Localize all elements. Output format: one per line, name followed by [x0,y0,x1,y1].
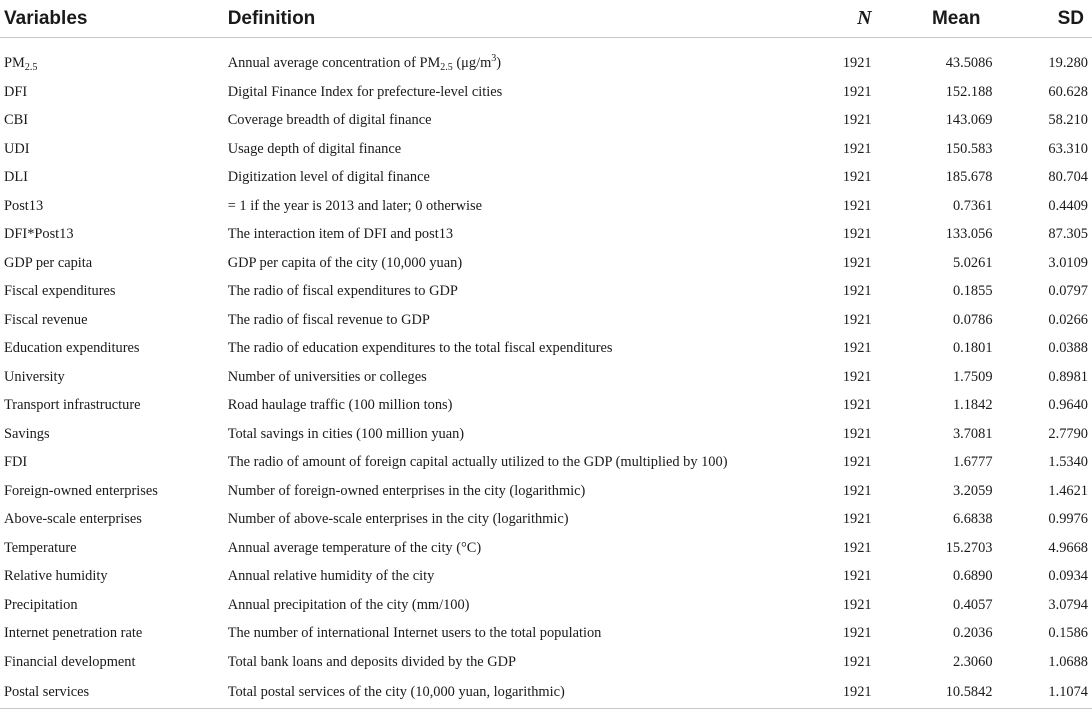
cell-sd: 0.0388 [1048,340,1088,357]
cell-n: 1921 [842,140,872,157]
cell-variable: FDI [4,454,28,471]
cell-variable: Precipitation [4,596,78,613]
cell-definition: Annual relative humidity of the city [227,568,435,585]
cell-sd: 58.210 [1048,112,1088,129]
cell-definition: Number of foreign-owned enterprises in the city (logarithmic) [227,482,586,499]
header-variables: Variables [0,0,224,38]
cell-mean: 185.678 [945,169,993,186]
cell-definition: The radio of fiscal expenditures to GDP [227,283,458,300]
cell-sd: 1.0688 [1048,653,1088,670]
cell-sd: 2.7790 [1048,425,1088,442]
definition-subscript: 2.5 [440,61,453,73]
cell-n: 1921 [842,454,872,471]
cell-sd: 0.0266 [1048,311,1088,328]
table-row [0,221,1092,250]
table-row [0,363,1092,392]
cell-definition: Digitization level of digital finance [227,169,430,186]
cell-definition: Total savings in cities (100 million yuan) [227,425,465,442]
cell-n: 1921 [842,197,872,214]
table-row [0,506,1092,535]
cell-mean: 0.6890 [952,568,993,585]
cell-definition: Digital Finance Index for prefecture-level cities [227,83,503,100]
cell-mean: 5.0261 [952,254,993,271]
cell-n: 1921 [842,169,872,186]
definition-text: Annual average concentration of PM [227,54,441,71]
cell-n: 1921 [842,54,872,71]
cell-variable: Postal services [0,677,224,709]
cell-variable: Foreign-owned enterprises [4,482,158,499]
table-row [0,420,1092,449]
cell-mean: 10.5842 [872,677,993,709]
cell-n: 1921 [842,425,872,442]
cell-definition: The radio of fiscal revenue to GDP [227,311,430,328]
cell-variable: Transport infrastructure [4,397,141,414]
cell-sd: 0.4409 [1048,197,1088,214]
cell-sd: 3.0109 [1048,254,1088,271]
table-row [0,648,1092,677]
cell-mean: 152.188 [945,83,993,100]
cell-mean: 0.7361 [952,197,993,214]
table-row [0,677,1092,709]
cell-variable: Education expenditures [4,340,140,357]
cell-sd: 1.5340 [1048,454,1088,471]
cell-variable: CBI [4,112,28,129]
cell-variable: Relative humidity [4,568,108,585]
cell-sd: 3.0794 [1048,596,1088,613]
cell-n: 1921 [842,568,872,585]
cell-variable: DFI*Post13 [4,226,74,243]
cell-mean: 0.2036 [952,625,993,642]
cell-mean: 133.056 [945,226,993,243]
cell-mean: 1.6777 [952,454,993,471]
cell-n: 1921 [842,368,872,385]
cell-sd: 0.0934 [1048,568,1088,585]
header-n: N [781,0,872,38]
cell-mean: 6.6838 [952,511,993,528]
table-row [0,534,1092,563]
header-row [0,0,1092,38]
table-body [0,38,1092,709]
cell-n: 1921 [842,83,872,100]
cell-definition: Number of above-scale enterprises in the city (logarithmic) [227,511,569,528]
cell-definition: The interaction item of DFI and post13 [227,226,454,243]
definition-unit-close: ) [496,54,502,71]
cell-mean: 43.5086 [945,54,993,71]
table-row [0,192,1092,221]
cell-n: 1921 [781,677,872,709]
definition-unit: (μg/m [452,54,492,71]
cell-n: 1921 [842,482,872,499]
cell-variable: Internet penetration rate [4,625,143,642]
variable-name: PM [4,54,25,71]
cell-variable: Fiscal revenue [4,311,88,328]
cell-sd: 0.9976 [1048,511,1088,528]
table-row [0,278,1092,307]
cell-sd: 4.9668 [1048,539,1088,556]
cell-definition: GDP per capita of the city (10,000 yuan) [227,254,463,271]
cell-variable: Fiscal expenditures [4,283,116,300]
cell-n: 1921 [842,226,872,243]
table-header [0,0,1092,38]
cell-sd: 60.628 [1048,83,1088,100]
cell-definition: The radio of education expenditures to the total fiscal expenditures [227,340,613,357]
table-row [0,78,1092,107]
cell-definition: The number of international Internet users to the total population [227,625,602,642]
cell-variable: GDP per capita [4,254,93,271]
cell-sd: 0.0797 [1048,283,1088,300]
table-row [0,306,1092,335]
cell-sd: 1.1074 [993,677,1092,709]
cell-mean: 0.1855 [952,283,993,300]
header-definition: Definition [224,0,781,38]
table-row [0,135,1092,164]
cell-variable: Temperature [4,539,77,556]
variable-subscript: 2.5 [24,61,38,73]
cell-n: 1921 [842,311,872,328]
cell-mean: 0.0786 [952,311,993,328]
cell-definition: = 1 if the year is 2013 and later; 0 otherwise [227,197,482,214]
cell-mean: 150.583 [945,140,993,157]
cell-definition: Coverage breadth of digital finance [227,112,432,129]
cell-n: 1921 [842,539,872,556]
cell-mean: 1.7509 [952,368,993,385]
cell-mean: 0.1801 [952,340,993,357]
cell-variable: DFI [4,83,28,100]
cell-variable [0,38,224,79]
cell-variable: Post13 [4,197,44,214]
cell-n: 1921 [842,340,872,357]
cell-n: 1921 [842,283,872,300]
table-row [0,38,1092,79]
cell-variable: Savings [4,425,50,442]
cell-n: 1921 [842,596,872,613]
definition-superscript: 3 [491,52,497,64]
cell-sd: 0.9640 [1048,397,1088,414]
header-sd: SD [993,0,1092,38]
cell-sd: 19.280 [1048,54,1088,71]
cell-definition [224,38,781,79]
cell-sd: 63.310 [1048,140,1088,157]
cell-mean: 0.4057 [952,596,993,613]
table-row [0,620,1092,649]
table-row [0,563,1092,592]
cell-variable: UDI [4,140,30,157]
cell-n: 1921 [842,254,872,271]
cell-sd: 80.704 [1048,169,1088,186]
cell-mean: 3.7081 [952,425,993,442]
table-row [0,477,1092,506]
cell-definition: The radio of amount of foreign capital actually utilized to the GDP (multiplied by 100) [227,454,728,471]
cell-sd: 1.4621 [1048,482,1088,499]
cell-sd: 0.1586 [1048,625,1088,642]
cell-mean: 2.3060 [952,653,993,670]
table-row [0,249,1092,278]
table-row [0,164,1092,193]
cell-sd: 87.305 [1048,226,1088,243]
cell-variable: DLI [4,169,28,186]
cell-sd: 0.8981 [1048,368,1088,385]
cell-n: 1921 [842,112,872,129]
cell-n: 1921 [842,511,872,528]
cell-variable: University [4,368,65,385]
cell-definition: Total postal services of the city (10,000 yuan, logarithmic) [224,677,781,709]
cell-n: 1921 [842,625,872,642]
table-row [0,392,1092,421]
cell-n: 1921 [842,397,872,414]
table-row [0,107,1092,136]
header-mean: Mean [872,0,993,38]
cell-n: 1921 [842,653,872,670]
cell-mean: 15.2703 [945,539,993,556]
table-row [0,449,1092,478]
cell-mean: 1.1842 [952,397,993,414]
cell-definition: Usage depth of digital finance [227,140,402,157]
table-row [0,591,1092,620]
cell-definition: Total bank loans and deposits divided by the GDP [227,653,517,670]
cell-mean: 143.069 [945,112,993,129]
cell-definition: Number of universities or colleges [227,368,427,385]
cell-definition: Road haulage traffic (100 million tons) [227,397,453,414]
table-row [0,335,1092,364]
cell-mean: 3.2059 [952,482,993,499]
cell-definition: Annual precipitation of the city (mm/100) [227,596,470,613]
cell-variable: Above-scale enterprises [4,511,142,528]
cell-definition: Annual average temperature of the city (°C) [227,539,482,556]
cell-variable: Financial development [4,653,136,670]
